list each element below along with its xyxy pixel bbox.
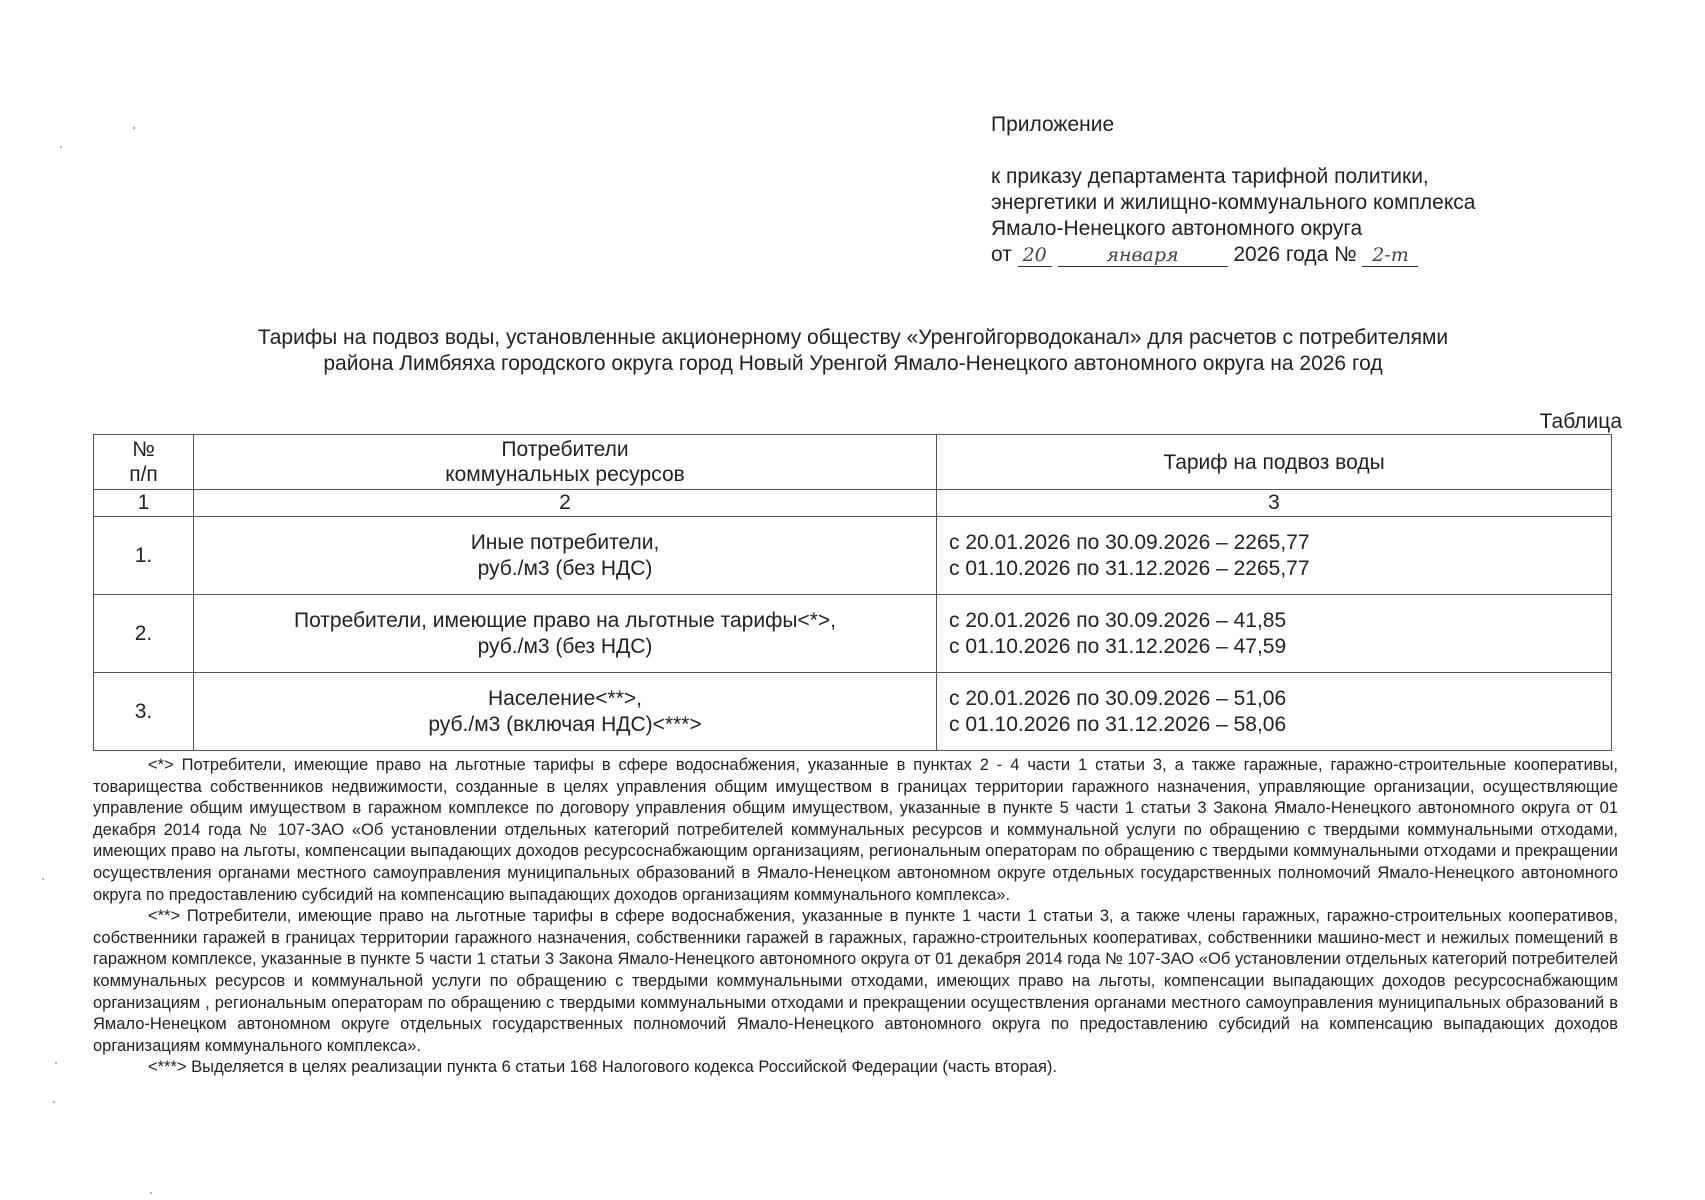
consumer-unit: руб./м3 (включая НДС)<***> [428,712,702,736]
consumer-unit: руб./м3 (без НДС) [477,634,653,658]
scan-speck [133,127,135,129]
footnote-2: <**> Потребители, имеющие право на льготные тарифы в сфере водоснабжения, указанные в пункте 1 части 1 статьи 3, а также члены гаражных, гаражно-строительных кооперативов, собственники гаражей в границах территории гаражного назначения, собственники гаражей в гаражных, гаражно-строительных кооперативах, собственники машино-мест и нежилых помещений в гаражном комплексе, указанные в пункте 5 части 1 статьи 3 Закона Ямало-Ненецкого автономного округа от 01 декабря 2014 года № 107-ЗАО «Об установлении отдельных категорий потребителей коммунальных ресурсов и коммунальной услуги по обращению с твердыми коммунальными отходами, имеющих право на льготы, компенсации выпадающих доходов ресурсоснабжающим организациям , региональным операторам по обращению с твердыми коммунальными отходами и прекращении осуществления органами местного самоуправления муниципальных образований в Ямало-Ненецком автономном округе отдельных государственных полномочий Ямало-Ненецкого автономного округа по предоставлению субсидий на компенсацию выпадающих доходов организациям коммунального комплекса». [93,907,1618,1055]
table-label: Таблица [1539,410,1622,433]
scan-speck [53,1101,55,1103]
tariff-period-1: с 20.01.2026 по 30.09.2026 – 2265,77 [949,530,1310,554]
order-date-line [991,242,1475,268]
header-number [94,435,194,490]
column-number: 2 [194,490,937,517]
column-number-row [94,490,1612,517]
scan-speck [55,1062,57,1064]
handwritten-month: января [1058,244,1228,267]
scan-speck [42,878,44,880]
column-number: 3 [937,490,1612,517]
column-number: 1 [94,490,194,517]
consumer-name: Потребители, имеющие право на льготные тарифы<*>, [293,608,837,632]
header-consumers [194,435,937,490]
tariff-period-2: с 01.10.2026 по 31.12.2026 – 2265,77 [949,556,1310,580]
footnote-1: <*> Потребители, имеющие право на льготные тарифы в сфере водоснабжения, указанные в пунктах 2 - 4 части 1 статьи 3, а также гаражные, гаражно-строительные кооперативы, товарищества собственников недвижимости, созданные в целях управления общим имуществом в границах территории гаражного назначения, управляющие организации, осуществляющие управление общим имуществом в гаражном комплексе по договору управления общим имуществом, указанные в пункте 5 части 1 статьи 3 Закона Ямало-Ненецкого автономного округа от 01 декабря 2014 года № 107-ЗАО «Об установлении отдельных категорий потребителей коммунальных ресурсов и коммунальной услуги по обращению с твердыми коммунальными отходами, имеющих право на льготы, компенсации выпадающих доходов ресурсоснабжающим организациям, региональным операторам по обращению с твердыми коммунальными отходами и прекращении осуществления органами местного самоуправления муниципальных образований в Ямало-Ненецком автономном округе отдельных государственных полномочий Ямало-Ненецкого автономного округа по предоставлению субсидий на компенсацию выпадающих доходов организациям коммунального комплекса». [93,756,1618,904]
consumer-cell [194,673,937,751]
table-header-row [94,435,1612,490]
document-title [120,325,1586,377]
row-number: 1. [94,517,194,595]
header-tariff: Тариф на подвоз воды [937,435,1612,490]
tariff-cell [937,517,1612,595]
table-row [94,673,1612,751]
order-reference-line-3: Ямало-Ненецкого автономного округа [991,217,1363,240]
consumer-name: Иные потребители, [470,530,660,554]
tariff-table [93,434,1612,751]
date-prefix: от [991,243,1012,266]
handwritten-order-number: 2-т [1362,244,1418,267]
tariff-period-2: с 01.10.2026 по 31.12.2026 – 58,06 [949,712,1287,736]
table-row [94,517,1612,595]
header-number-line-1: № [132,438,155,461]
row-number: 2. [94,595,194,673]
tariff-cell [937,673,1612,751]
order-reference-line-2: энергетики и жилищно-коммунального комплекса [991,191,1476,214]
date-year-text: 2026 года № [1233,243,1357,266]
header-consumers-line-2: коммунальных ресурсов [445,463,685,486]
footnotes [93,755,1618,1079]
header-consumers-line-1: Потребители [501,438,629,461]
consumer-cell [194,595,937,673]
tariff-period-1: с 20.01.2026 по 30.09.2026 – 41,85 [949,608,1287,632]
document-title-line-2: района Лимбяяха городского округа город Новый Уренгой Ямало-Ненецкого автономного округа на 2026 год [323,352,1383,375]
order-reference-line-1: к приказу департамента тарифной политики, [991,165,1429,188]
handwritten-day: 20 [1018,244,1052,267]
scan-speck [60,146,62,148]
consumer-cell [194,517,937,595]
consumer-name: Население<**>, [488,686,642,710]
table-row [94,595,1612,673]
row-number: 3. [94,673,194,751]
tariff-cell [937,595,1612,673]
tariff-period-1: с 20.01.2026 по 30.09.2026 – 51,06 [949,686,1287,710]
header-number-line-2: п/п [129,463,158,486]
scan-speck [150,1192,152,1194]
tariff-period-2: с 01.10.2026 по 31.12.2026 – 47,59 [949,634,1287,658]
document-title-line-1: Тарифы на подвоз воды, установленные акционерному обществу «Уренгойгорводоканал» для расчетов с потребителями [257,326,1449,349]
consumer-unit: руб./м3 (без НДС) [477,556,653,580]
footnote-3: <***> Выделяется в целях реализации пункта 6 статьи 168 Налогового кодекса Российской Федерации (часть вторая). [148,1058,1057,1077]
appendix-label: Приложение [991,113,1115,136]
appendix-header [991,112,1475,268]
